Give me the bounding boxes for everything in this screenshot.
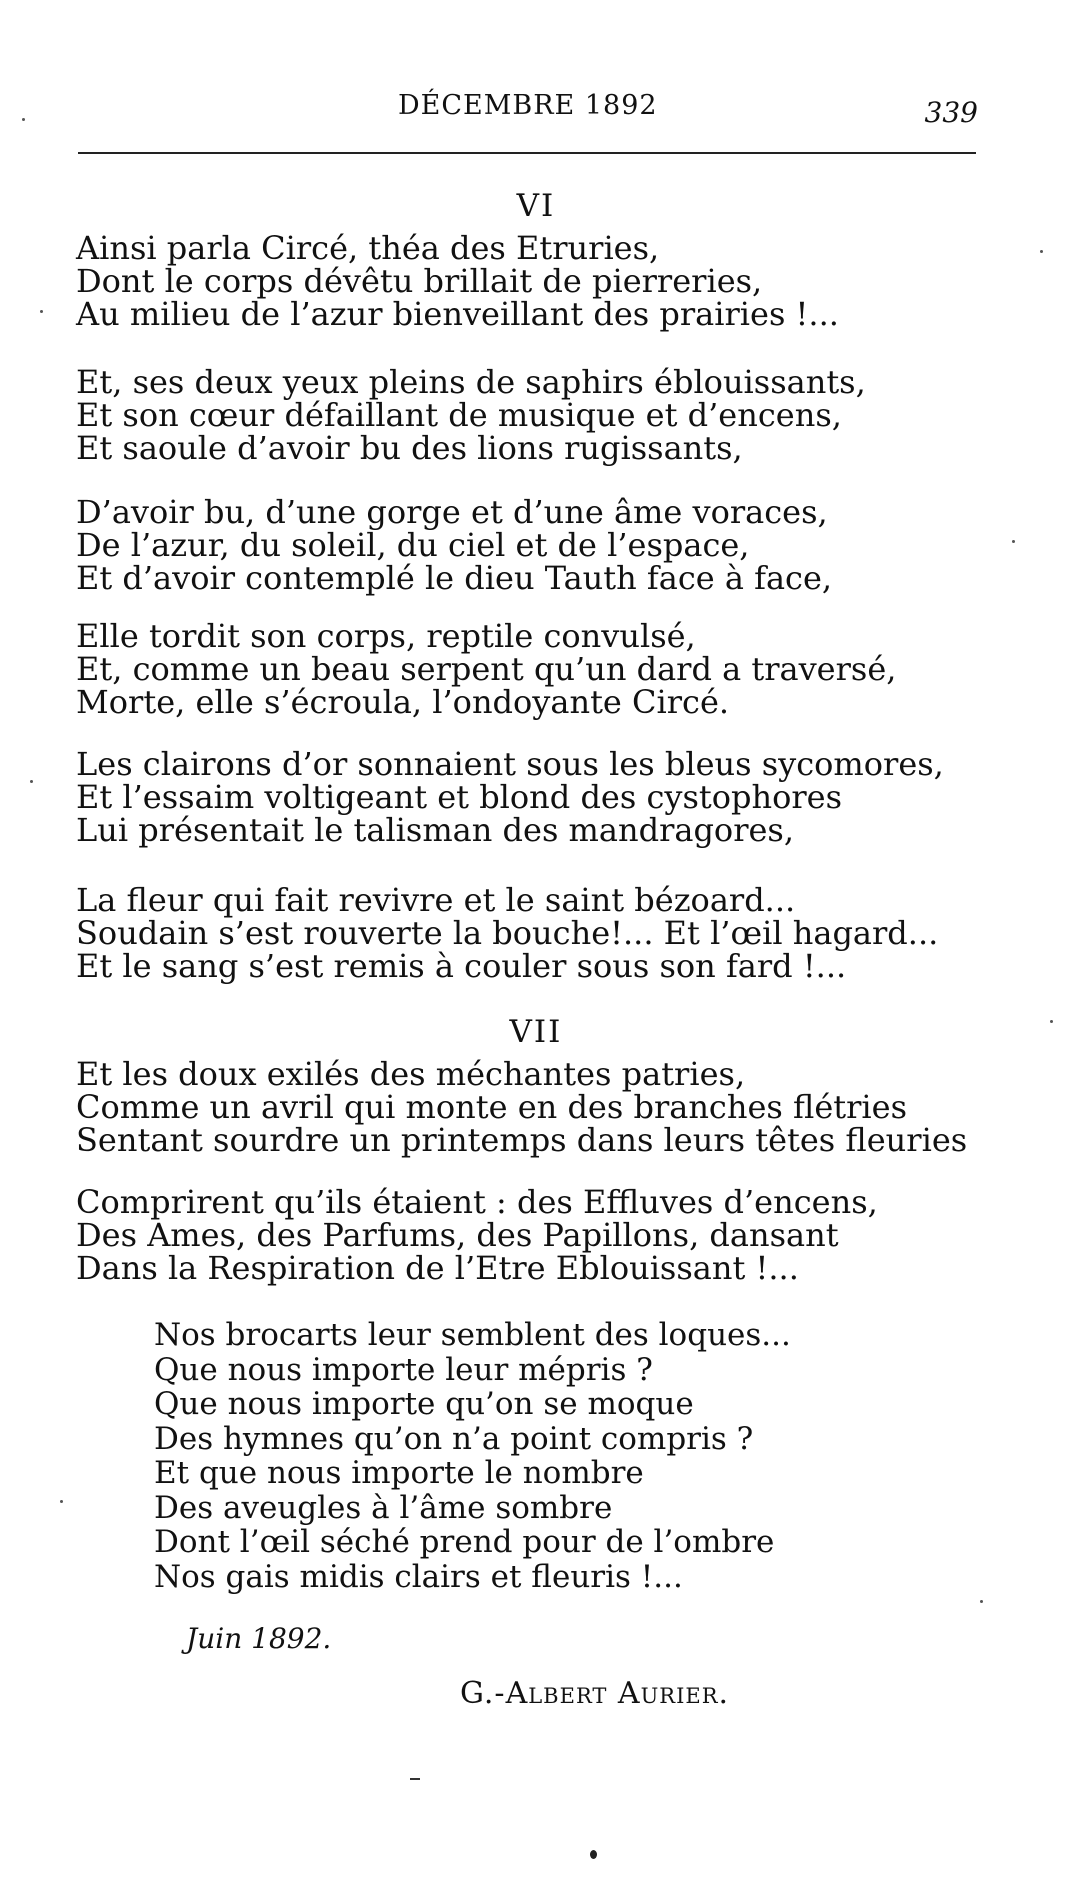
verse-line: Et que nous importe le nombre: [154, 1455, 644, 1491]
verse-line: Et d’avoir contemplé le dieu Tauth face à face,: [76, 559, 833, 597]
scan-speck: [980, 1600, 983, 1603]
scan-speck: [1040, 250, 1043, 253]
scan-speck: [22, 118, 25, 121]
verse-line: Des aveugles à l’âme sombre: [154, 1489, 613, 1526]
verse-line: Des Ames, des Parfums, des Papillons, dansant: [76, 1216, 839, 1254]
verse-line: Nos gais midis clairs et fleuris !...: [154, 1558, 683, 1595]
verse-line: Comme un avril qui monte en des branches flétries: [76, 1088, 908, 1126]
verse-line: Nos brocarts leur semblent des loques...: [154, 1317, 791, 1353]
scan-speck: [1050, 1020, 1053, 1023]
verse-line: Elle tordit son corps, reptile convulsé,: [76, 617, 696, 655]
page-number: 339: [924, 96, 978, 129]
verse-line: Soudain s’est rouverte la bouche!... Et l’œil hagard...: [76, 914, 939, 952]
scan-speck: [30, 780, 33, 783]
verse-line: Comprirent qu’ils étaient : des Effluves d’encens,: [76, 1183, 878, 1221]
stanza-vii-2: [76, 1183, 878, 1287]
verse-line: La fleur qui fait revivre et le saint bézoard...: [76, 881, 796, 919]
verse-line: De l’azur, du soleil, du ciel et de l’espace,: [76, 526, 750, 564]
stanza-vi-4: [76, 617, 897, 721]
stanza-vii-3: [154, 1318, 791, 1594]
verse-line: Et saoule d’avoir bu des lions rugissants,: [76, 429, 743, 467]
verse-line: Au milieu de l’azur bienveillant des prairies !...: [76, 295, 839, 333]
running-header: [78, 90, 978, 150]
running-title: DÉCEMBRE 1892: [398, 90, 658, 121]
verse-line: Et, ses deux yeux pleins de saphirs éblouissants,: [76, 363, 866, 401]
verse-line: Dont l’œil séché prend pour de l’ombre: [154, 1524, 775, 1560]
verse-line: Dans la Respiration de l’Etre Eblouissant !...: [76, 1249, 799, 1287]
stanza-vi-5: [76, 745, 944, 849]
verse-line: Et son cœur défaillant de musique et d’encens,: [76, 396, 842, 434]
scan-speck: [60, 1500, 63, 1503]
stanza-vi-6: [76, 881, 939, 985]
verse-line: Dont le corps dévêtu brillait de pierreries,: [76, 262, 763, 300]
scan-speck: [410, 1778, 420, 1780]
stanza-vi-3: [76, 493, 833, 597]
verse-line: Et le sang s’est remis à couler sous son fard !...: [76, 947, 847, 985]
verse-line: Ainsi parla Circé, théa des Etruries,: [76, 229, 660, 267]
verse-line: Que nous importe leur mépris ?: [154, 1351, 653, 1388]
header-rule: [78, 152, 976, 154]
verse-line: Sentant sourdre un printemps dans leurs têtes fleuries: [76, 1121, 968, 1159]
author-signature: G.-Albert Aurier.: [460, 1676, 730, 1711]
verse-line: Morte, elle s’écroula, l’ondoyante Circé.: [76, 683, 730, 721]
scan-speck: [1012, 540, 1015, 543]
verse-line: Et, comme un beau serpent qu’un dard a traversé,: [76, 650, 897, 688]
stanza-vi-2: [76, 363, 866, 467]
scan-speck: [40, 310, 43, 313]
verse-line: Les clairons d’or sonnaient sous les bleus sycomores,: [76, 745, 944, 783]
verse-line: Lui présentait le talisman des mandragores,: [76, 811, 795, 849]
dateline: Juin 1892.: [186, 1622, 332, 1655]
verse-line: Et l’essaim voltigeant et blond des cystophores: [76, 778, 843, 816]
verse-line: Des hymnes qu’on n’a point compris ?: [154, 1420, 754, 1457]
verse-line: D’avoir bu, d’une gorge et d’une âme voraces,: [76, 493, 828, 531]
stanza-vii-1: [76, 1055, 968, 1159]
section-heading-vi: VI: [516, 188, 556, 224]
section-heading-vii: VII: [509, 1014, 563, 1050]
scan-speck: [590, 1850, 597, 1859]
verse-line: Que nous importe qu’on se moque: [154, 1386, 694, 1422]
verse-line: Et les doux exilés des méchantes patries,: [76, 1055, 746, 1093]
stanza-vi-1: [76, 229, 839, 333]
